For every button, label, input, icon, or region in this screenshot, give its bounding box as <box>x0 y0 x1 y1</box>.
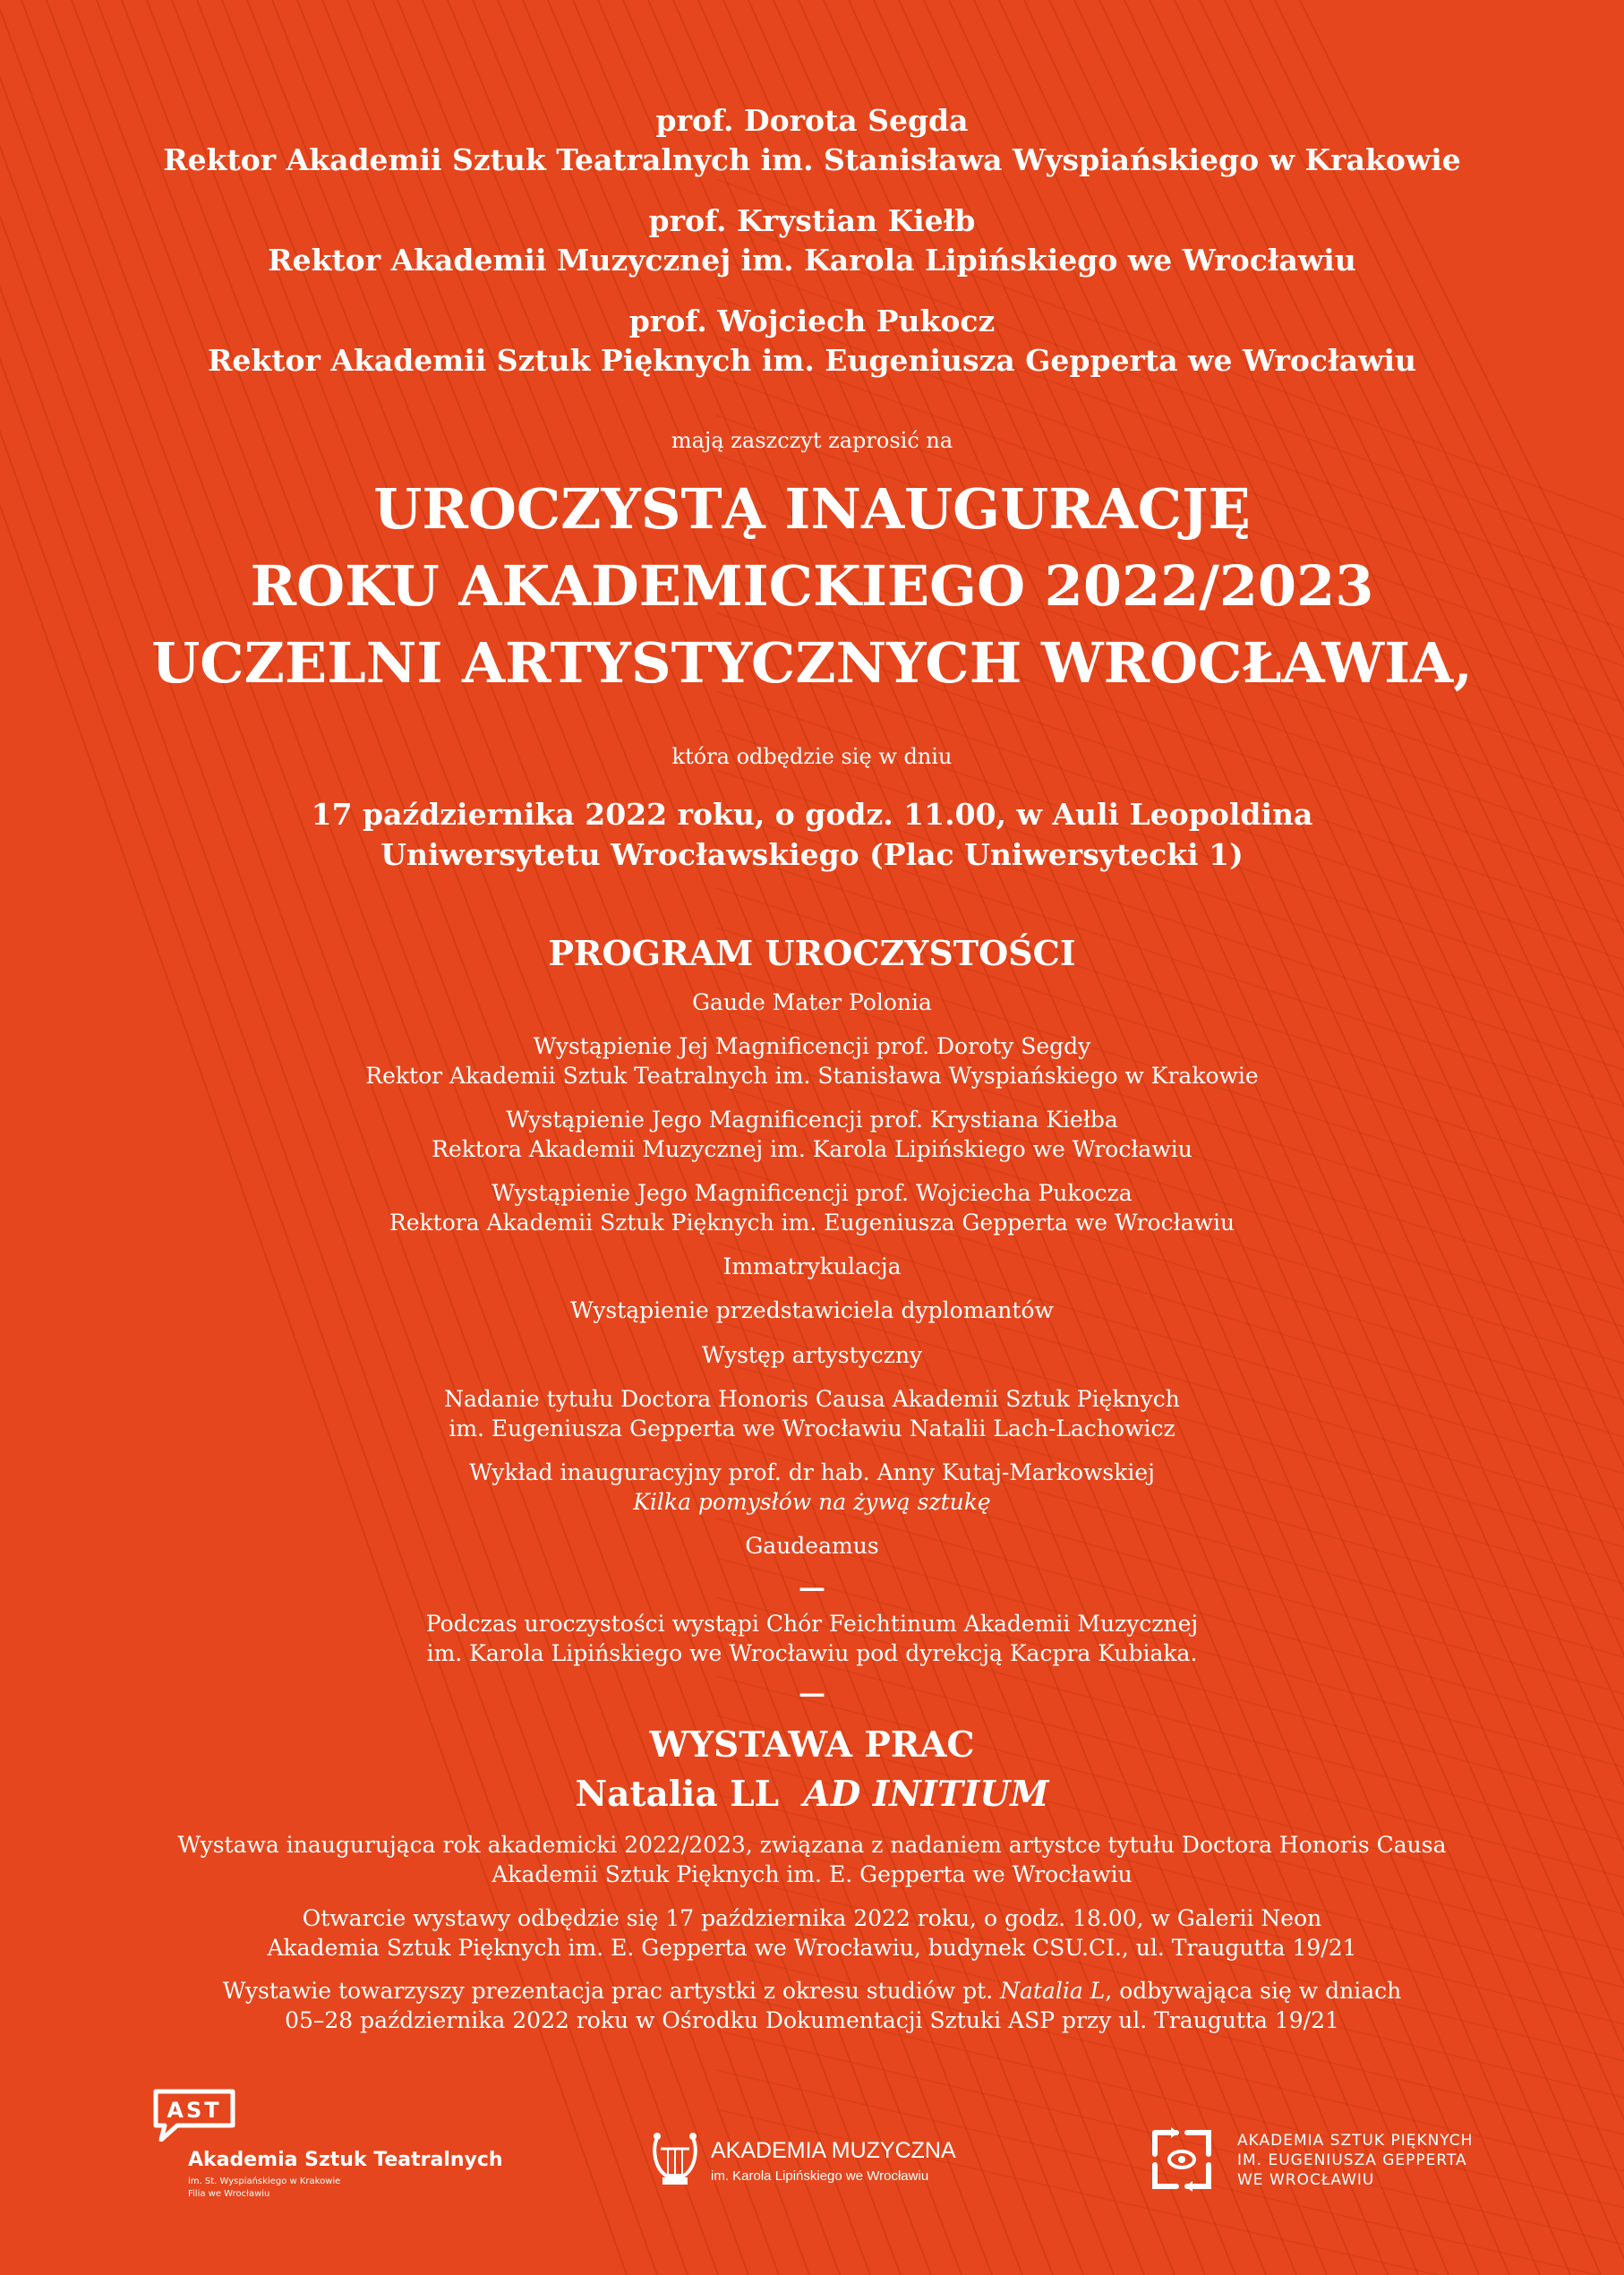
am-sub: im. Karola Lipińskiego we Wrocławiu <box>711 2168 929 2184</box>
main-title <box>0 471 1624 702</box>
rector-1 <box>0 101 1624 180</box>
choir-note <box>0 1609 1624 1668</box>
event-date-venue <box>0 794 1624 875</box>
rector-3 <box>0 302 1624 381</box>
program-item-speech-pukocz <box>0 1178 1624 1237</box>
program-item-gaudeamus: Gaudeamus <box>745 1533 879 1559</box>
event-date-line-2: Uniwersytetu Wrocławskiego (Plac Uniwersytecki 1) <box>380 837 1244 872</box>
exhibition-title: WYSTAWA PRAC <box>649 1724 975 1766</box>
logo-am <box>650 2129 990 2201</box>
exhibition-line: 05–28 października 2022 roku w Ośrodku Dokumentacji Sztuki ASP przy ul. Traugutta 19/21 <box>285 2007 1339 2033</box>
program-item-honoris-causa <box>0 1384 1624 1443</box>
ast-mark-icon <box>152 2086 242 2142</box>
rector-2-title: Rektor Akademii Muzycznej im. Karola Lipińskiego we Wrocławiu <box>268 243 1356 278</box>
program-line: Rektor Akademii Sztuk Teatralnych im. Stanisława Wyspiańskiego w Krakowie <box>365 1063 1259 1089</box>
exhibition-paragraph-1 <box>0 1830 1624 1889</box>
program-line: im. Eugeniusza Gepperta we Wrocławiu Natalii Lach-Lachowicz <box>449 1415 1175 1441</box>
program-line: Wykład inauguracyjny prof. dr hab. Anny Kutaj-Markowskiej <box>469 1459 1155 1485</box>
event-date-line-1: 17 października 2022 roku, o godz. 11.00, w Auli Leopoldina <box>311 797 1313 832</box>
exhibition-artist: Natalia LL <box>575 1774 780 1815</box>
program-item-inaugural-lecture <box>0 1458 1624 1517</box>
program-item-gaude-mater: Gaude Mater Polonia <box>692 989 932 1015</box>
program-line: Wystąpienie Jej Magnificencji prof. Doroty Segdy <box>533 1033 1091 1059</box>
asp-name <box>1237 2131 1473 2190</box>
rector-1-name: prof. Dorota Segda <box>655 103 969 138</box>
separator-dash: — <box>799 1678 825 1709</box>
main-title-line-1: UROCZYSTĄ INAUGURACJĘ <box>373 476 1251 542</box>
rector-1-title: Rektor Akademii Sztuk Teatralnych im. Stanisława Wyspiańskiego w Krakowie <box>163 142 1461 177</box>
program-item-artistic-performance: Występ artystyczny <box>701 1342 923 1368</box>
exhibition-line <box>0 1976 1624 2006</box>
exhibition-text: , odbywająca się w dniach <box>1105 1978 1402 2004</box>
main-title-line-2: ROKU AKADEMICKIEGO 2022/2023 <box>250 553 1374 619</box>
am-name: AKADEMIA MUZYCZNA <box>711 2138 956 2163</box>
date-intro: która odbędzie się w dniu <box>671 744 953 769</box>
rector-2 <box>0 201 1624 280</box>
exhibition-work: AD INITIUM <box>803 1774 1049 1815</box>
ast-sub-2: Filia we Wrocławiu <box>188 2189 270 2199</box>
ast-mark-text: AST <box>167 2098 222 2123</box>
program-line: Wystąpienie Jego Magnificencji prof. Krystiana Kiełba <box>506 1107 1118 1133</box>
exhibition-line: Wystawa inaugurująca rok akademicki 2022/2023, związana z nadaniem artystce tytułu Doctora Honoris Causa <box>177 1832 1447 1858</box>
program-line: Rektora Akademii Muzycznej im. Karola Lipińskiego we Wrocławiu <box>432 1136 1192 1162</box>
rector-3-title: Rektor Akademii Sztuk Pięknych im. Eugeniusza Gepperta we Wrocławiu <box>207 343 1417 378</box>
exhibition-paragraph-2 <box>0 1903 1624 1963</box>
choir-line-2: im. Karola Lipińskiego we Wrocławiu pod dyrekcją Kacpra Kubiaka. <box>426 1640 1198 1666</box>
asp-line-1: AKADEMIA SZTUK PIĘKNYCH <box>1237 2132 1474 2150</box>
rector-2-name: prof. Krystian Kiełb <box>648 203 976 238</box>
asp-line-3: WE WROCŁAWIU <box>1237 2171 1375 2189</box>
exhibition-paragraph-3 <box>0 1976 1624 2035</box>
program-item-immatriculation: Immatrykulacja <box>722 1253 902 1279</box>
ast-name: Akademia Sztuk Teatralnych <box>188 2149 503 2171</box>
logo-asp <box>1146 2124 1504 2204</box>
main-title-line-3: UCZELNI ARTYSTYCZNYCH WROCŁAWIA, <box>151 630 1473 696</box>
asp-line-2: IM. EUGENIUSZA GEPPERTA <box>1237 2151 1467 2169</box>
exhibition-line: Akademii Sztuk Pięknych im. E. Gepperta we Wrocławiu <box>491 1861 1133 1887</box>
lyre-icon <box>650 2129 700 2194</box>
program-line: Rektora Akademii Sztuk Pięknych im. Eugeniusza Gepperta we Wrocławiu <box>389 1210 1235 1236</box>
choir-line-1: Podczas uroczystości wystąpi Chór Feichtinum Akademii Muzycznej <box>425 1611 1199 1637</box>
separator-dash: — <box>799 1572 825 1604</box>
rector-3-name: prof. Wojciech Pukocz <box>628 304 996 338</box>
program-item-speech-kielb <box>0 1105 1624 1164</box>
exhibition-line: Akademia Sztuk Pięknych im. E. Gepperta we Wrocławiu, budynek CSU.CI., ul. Traugutta 19/21 <box>267 1935 1357 1961</box>
program-item-speech-segda <box>0 1031 1624 1090</box>
exhibition-italic-title: Natalia L <box>1000 1978 1106 2004</box>
logo-ast <box>152 2086 510 2202</box>
program-line: Wystąpienie Jego Magnificencji prof. Wojciecha Pukocza <box>491 1180 1133 1206</box>
exhibition-text: Wystawie towarzyszy prezentacja prac artystki z okresu studiów pt. <box>222 1978 1001 2004</box>
ast-sub-1: im. St. Wyspiańskiego w Krakowie <box>188 2177 341 2186</box>
lecture-title: Kilka pomysłów na żywą sztukę <box>633 1489 991 1515</box>
exhibition-line: Otwarcie wystawy odbędzie się 17 października 2022 roku, o godz. 18.00, w Galerii Neon <box>302 1905 1322 1931</box>
exhibition-subtitle <box>0 1770 1624 1818</box>
program-line: Nadanie tytułu Doctora Honoris Causa Akademii Sztuk Pięknych <box>444 1386 1180 1412</box>
asp-emblem-icon <box>1146 2124 1218 2195</box>
program-item-graduate-speech: Wystąpienie przedstawiciela dyplomantów <box>570 1297 1054 1323</box>
program-title: PROGRAM UROCZYSTOŚCI <box>548 933 1076 973</box>
invite-intro: mają zaszczyt zaprosić na <box>671 428 953 453</box>
